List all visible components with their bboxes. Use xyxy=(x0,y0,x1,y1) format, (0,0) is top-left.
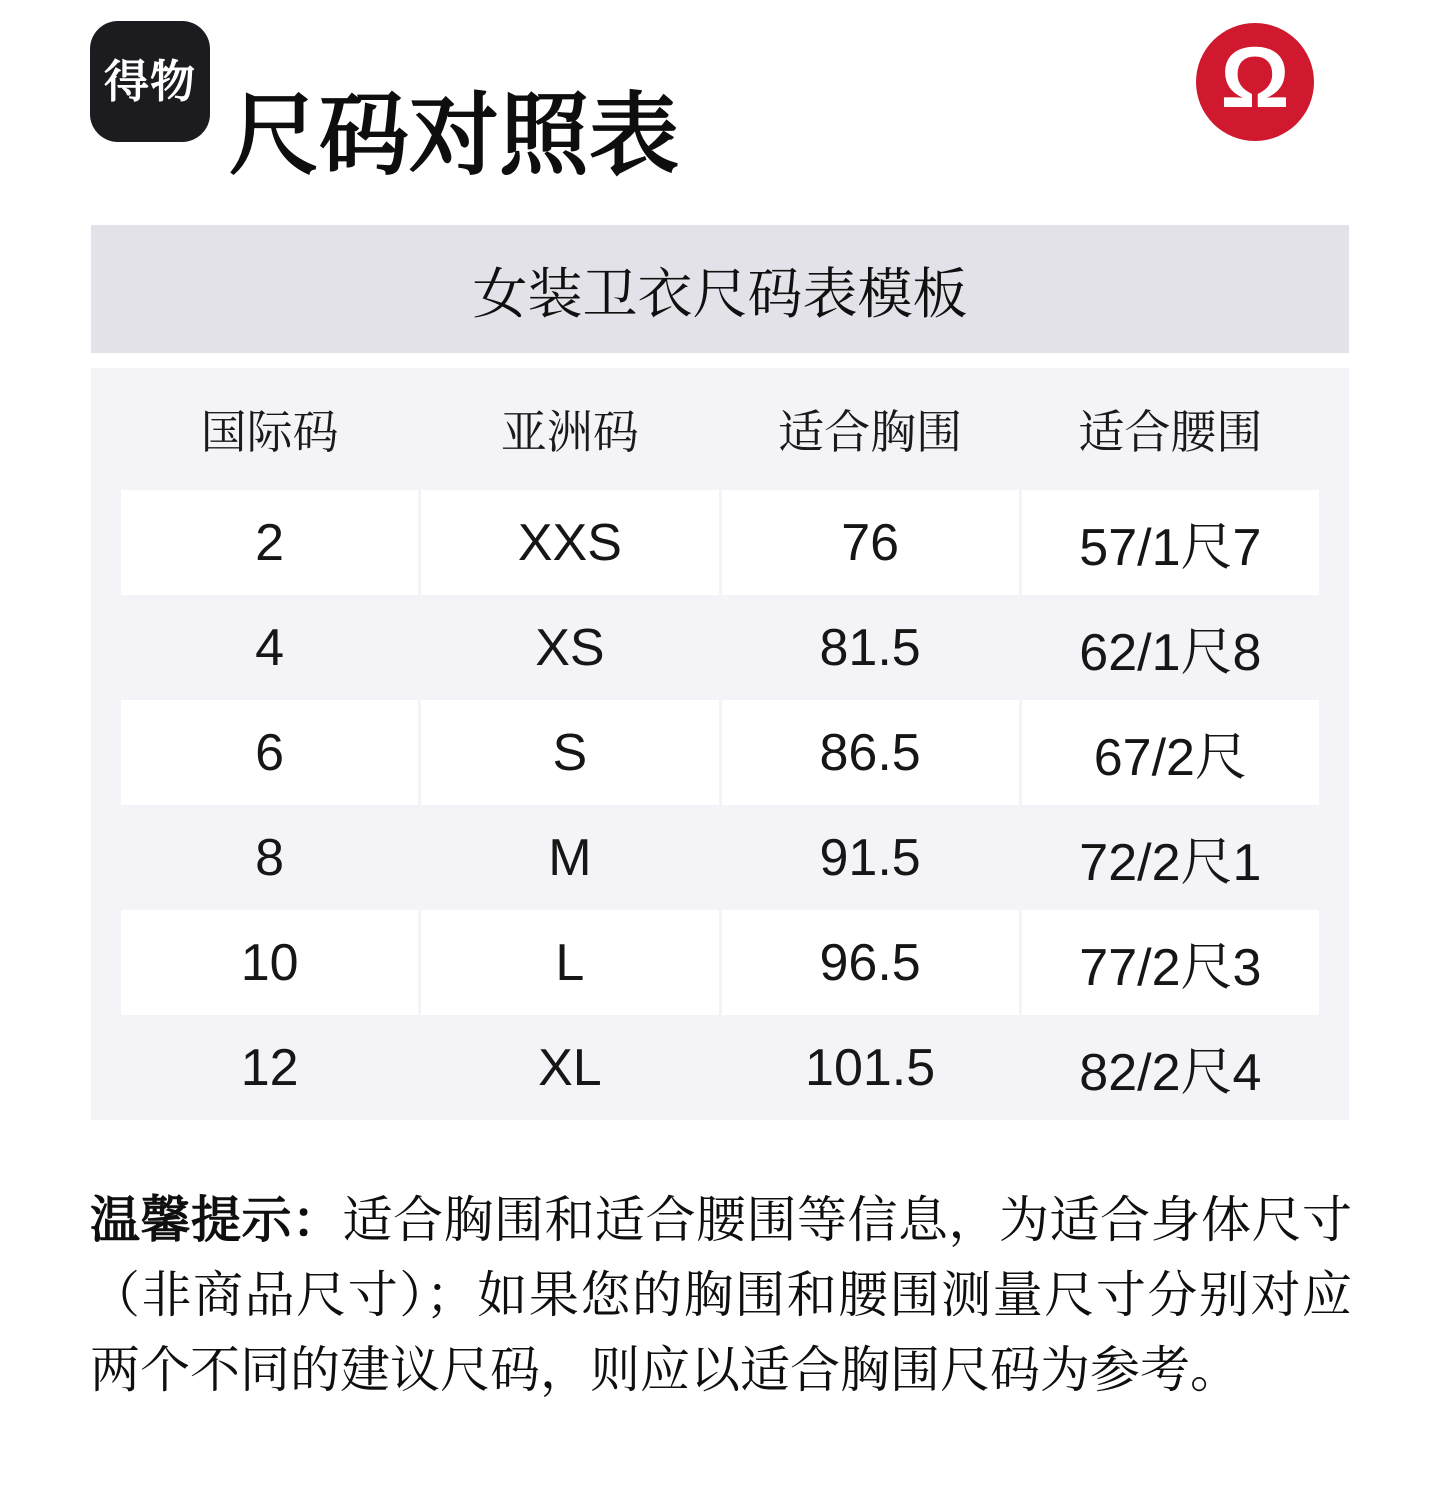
table-row xyxy=(121,700,1319,805)
table-header-row xyxy=(121,368,1319,490)
table-cell: XXS xyxy=(421,490,718,595)
table-cell: 8 xyxy=(255,828,285,887)
table-row xyxy=(121,595,1319,700)
table-title: 女装卫衣尺码表模板 xyxy=(472,262,968,325)
table-cell: 77/2尺3 xyxy=(1022,910,1319,1015)
notice-label: 温馨提示： xyxy=(90,1192,343,1248)
column-header-international-size: 国际码 xyxy=(200,406,339,458)
table-cell: 76 xyxy=(722,490,1019,595)
lululemon-logo xyxy=(1196,23,1314,141)
table-cell: S xyxy=(421,700,718,805)
table-cell: 10 xyxy=(121,910,418,1015)
table-row xyxy=(121,910,1319,1015)
table-cell: 57/1尺7 xyxy=(1022,490,1319,595)
size-table xyxy=(91,368,1349,1120)
column-header-fit-bust: 适合胸围 xyxy=(778,406,963,458)
table-cell: 67/2尺 xyxy=(1022,700,1319,805)
table-row xyxy=(121,490,1319,595)
column-header-fit-waist: 适合腰围 xyxy=(1078,406,1263,458)
table-cell: 2 xyxy=(121,490,418,595)
table-row xyxy=(121,1015,1319,1120)
lululemon-omega-icon: Ω xyxy=(1220,30,1290,126)
table-cell: M xyxy=(548,828,592,887)
table-cell: 62/1尺8 xyxy=(1079,624,1262,682)
table-cell: 96.5 xyxy=(722,910,1019,1015)
table-cell: 12 xyxy=(240,1038,299,1097)
table-row xyxy=(121,805,1319,910)
table-cell: 101.5 xyxy=(805,1038,936,1097)
dewu-logo-text: 得物 xyxy=(103,56,196,107)
notice-text xyxy=(90,1183,1352,1408)
table-cell: XL xyxy=(538,1038,602,1097)
table-cell: 4 xyxy=(255,618,285,677)
table-cell: 91.5 xyxy=(819,828,921,887)
table-cell: 86.5 xyxy=(722,700,1019,805)
notice-body: 适合胸围和适合腰围等信息，为适合身体尺寸（非商品尺寸）；如果您的胸围和腰围测量尺寸分别对应两个不同的建议尺码，则应以适合胸围尺码为参考。 xyxy=(90,1192,1352,1398)
table-title-bar xyxy=(91,225,1349,353)
table-cell: 6 xyxy=(121,700,418,805)
table-cell: 81.5 xyxy=(819,618,921,677)
dewu-logo xyxy=(90,21,210,142)
table-cell: 82/2尺4 xyxy=(1079,1044,1262,1102)
column-header-asian-size: 亚洲码 xyxy=(500,406,639,458)
table-cell: 72/2尺1 xyxy=(1079,834,1262,892)
page-title: 尺码对照表 xyxy=(229,86,679,186)
table-cell: XS xyxy=(535,618,605,677)
table-cell: L xyxy=(421,910,718,1015)
